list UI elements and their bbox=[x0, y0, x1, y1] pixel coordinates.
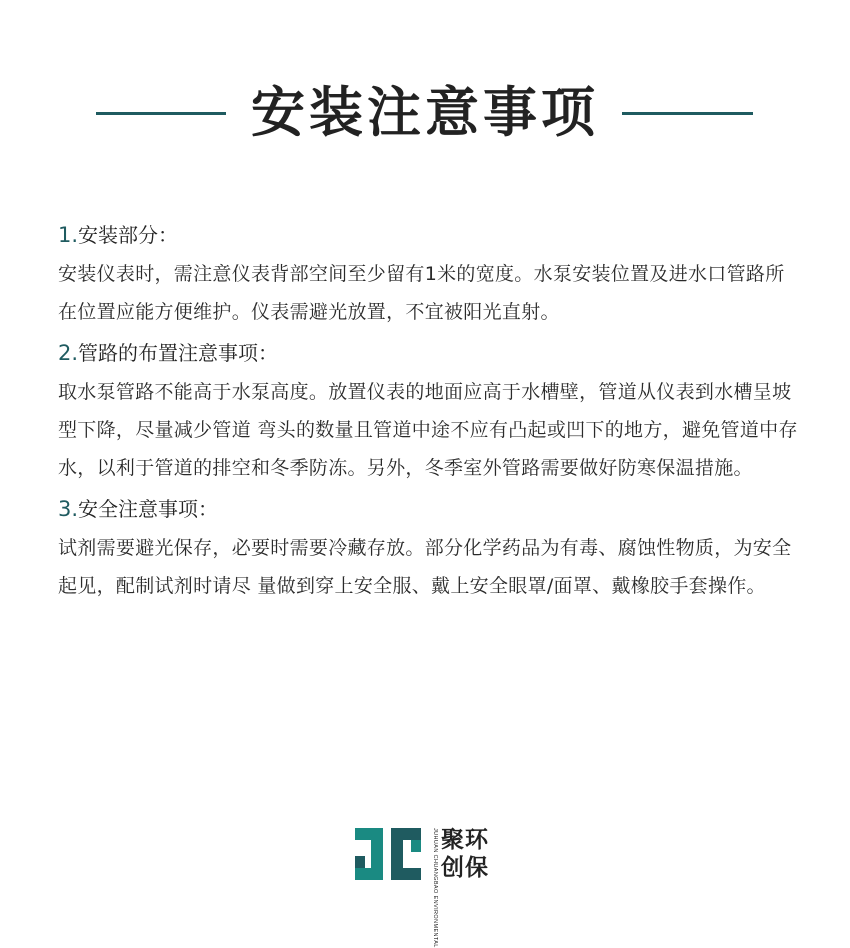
notes-content bbox=[58, 217, 798, 609]
section-body: 试剂需要避光保存，必要时需要冷藏存放。部分化学药品为有毒、腐蚀性物质，为安全起见，配制试剂时请尽 量做到穿上安全服、戴上安全眼罩/面罩、戴橡胶手套操作。 bbox=[58, 537, 792, 597]
section-install bbox=[58, 217, 798, 331]
company-logo bbox=[353, 826, 495, 948]
section-number: 3. bbox=[58, 497, 79, 521]
section-safety bbox=[58, 491, 798, 605]
section-heading bbox=[58, 217, 798, 253]
logo-chinese-name: 聚环创保 bbox=[441, 827, 489, 881]
section-heading bbox=[58, 335, 798, 371]
section-number: 2. bbox=[58, 341, 79, 365]
logo-mark-icon bbox=[353, 828, 423, 880]
page-title: 安装注意事项 bbox=[251, 81, 599, 144]
logo-english-name: JUHUAN CHUANGBAO ENVIRONMENTAL bbox=[432, 828, 438, 948]
section-number: 1. bbox=[58, 223, 79, 247]
page-header bbox=[0, 72, 850, 156]
section-title: 管路的布置注意事项： bbox=[78, 341, 279, 365]
section-title: 安全注意事项： bbox=[78, 497, 219, 521]
section-body: 取水泵管路不能高于水泵高度。放置仪表的地面应高于水槽壁，管道从仪表到水槽呈坡型下降，尽量减少管道 弯头的数量且管道中途不应有凸起或凹下的地方，避免管道中存水，以利于管道的排空和冬季防冻。另外，冬季室外管路需要做好防寒保温措施。 bbox=[58, 381, 798, 479]
section-body: 安装仪表时，需注意仪表背部空间至少留有1米的宽度。水泵安装位置及进水口管路所在位置应能方便维护。仪表需避光放置，不宜被阳光直射。 bbox=[58, 263, 785, 323]
section-heading bbox=[58, 491, 798, 527]
title-rule-right bbox=[622, 112, 753, 115]
section-piping bbox=[58, 335, 798, 487]
section-title: 安装部分： bbox=[78, 223, 179, 247]
